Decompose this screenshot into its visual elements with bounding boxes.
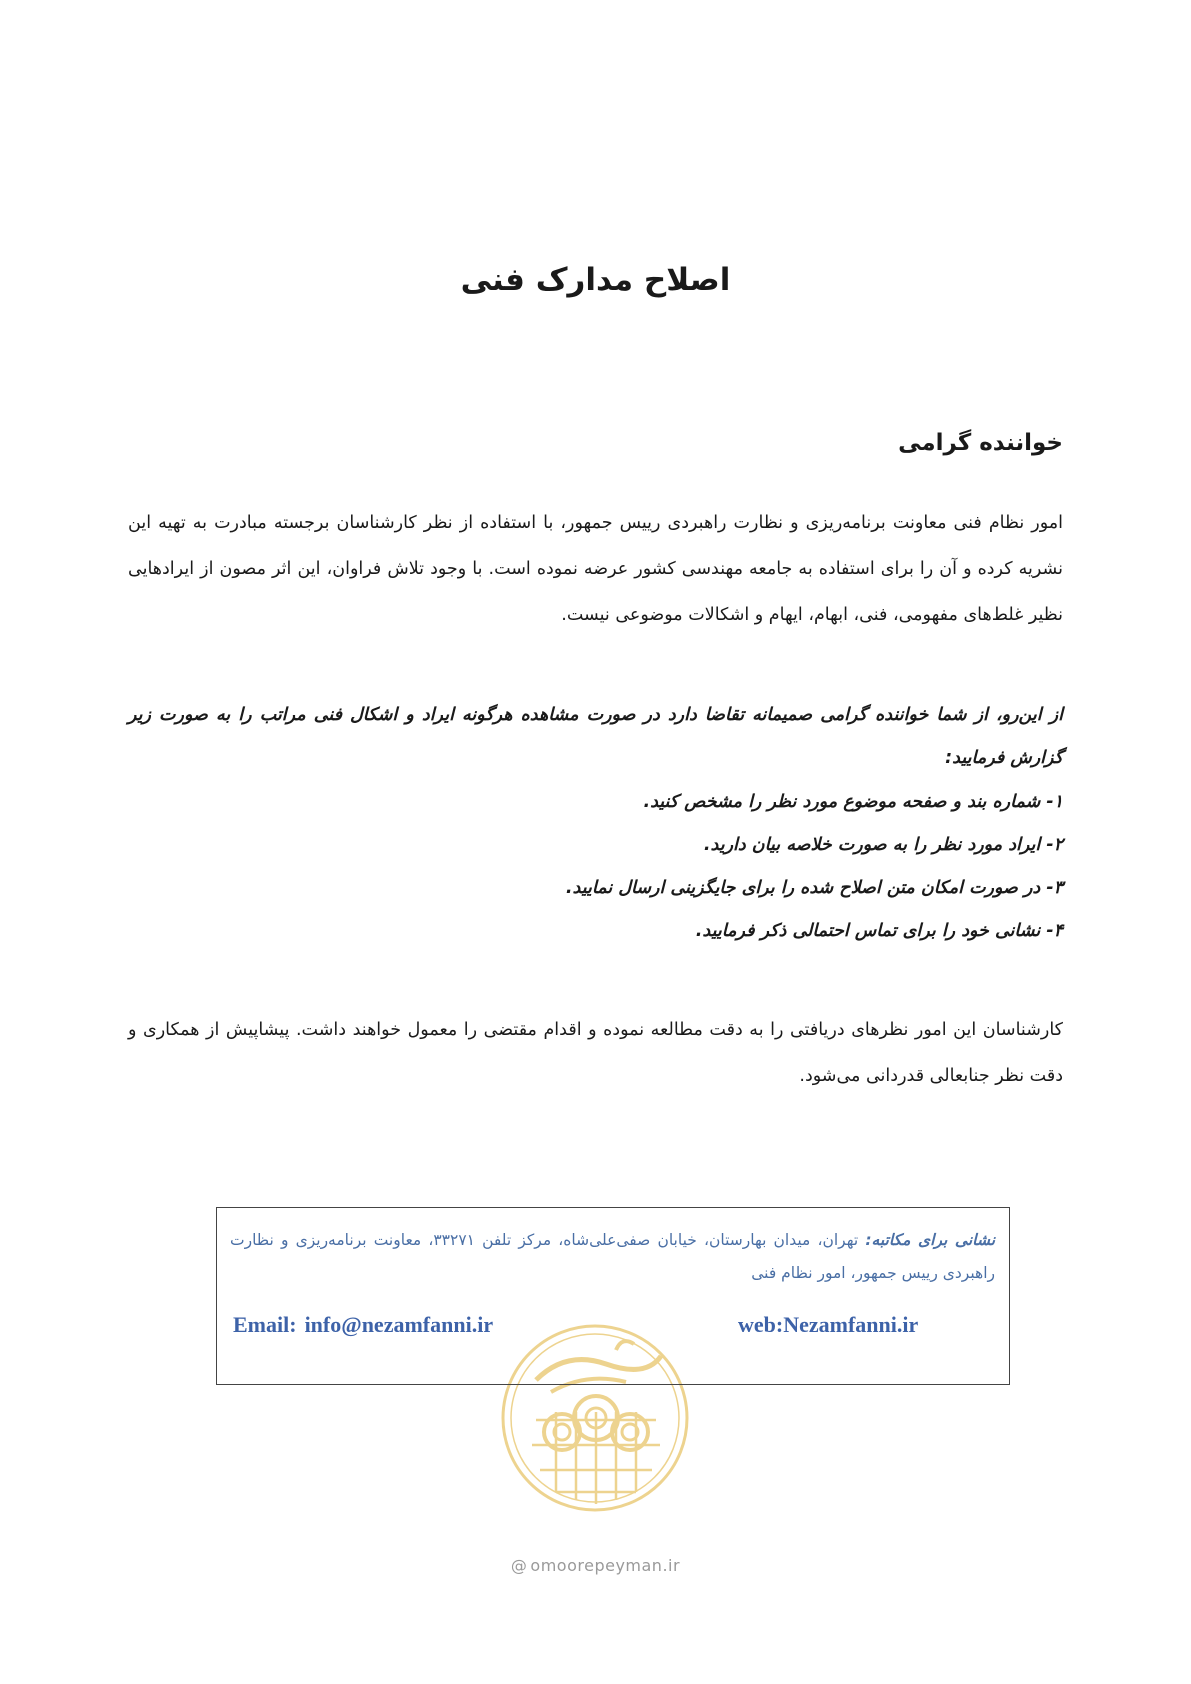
greeting-heading: خواننده گرامی [898,430,1063,456]
watermark-site [0,1556,1191,1575]
report-step: ۱- شماره بند و صفحه موضوع مورد نظر را مشخص کنید. [643,792,1063,812]
closing-paragraph: کارشناسان این امور نظرهای دریافتی را به دقت مطالعه نموده و اقدام مقتضی را معمول خواهند داشت. پیشاپیش از همکاری و دقت نظر جنابعالی قدردانی می‌شود. [128,1020,1063,1086]
address-label: نشانی برای مکاتبه: [865,1231,996,1249]
report-step: ۴- نشانی خود را برای تماس احتمالی ذکر فرمایید. [695,921,1063,941]
at-icon: @ [510,1556,528,1575]
email-label: Email: [233,1312,297,1337]
contact-box [216,1207,1010,1385]
postal-address [230,1224,995,1290]
page-title: اصلاح مدارک فنی [460,262,731,298]
address-text: تهران، میدان بهارستان، خیابان صفی‌علی‌شاه، مرکز تلفن ۳۳۲۷۱، معاونت برنامه‌ریزی و نظارت راهبردی رییس جمهور، امور نظام فنی [230,1231,995,1282]
email-contact [233,1312,493,1338]
report-step: ۳- در صورت امکان متن اصلاح شده را برای جایگزینی ارسال نمایید. [565,878,1063,898]
email-link[interactable]: info@nezamfanni.ir [304,1312,494,1337]
website-link[interactable]: web:Nezamfanni.ir [738,1312,919,1337]
watermark-site-text: omoorepeyman.ir [530,1556,681,1575]
intro-paragraph: امور نظام فنی معاونت برنامه‌ریزی و نظارت راهبردی رییس جمهور، با استفاده از نظر کارشناسان برجسته مبادرت به تهیه این نشریه کرده و آن را برای استفاده به جامعه مهندسی کشور عرضه نموده است. با وجود تلاش فراوان، این اثر مصون از ایرادهایی نظیر غلط‌های مفهومی، فنی، ابهام، ایهام و اشکالات موضوعی نیست. [128,513,1063,625]
report-step: ۲- ایراد مورد نظر را به صورت خلاصه بیان دارید. [703,835,1063,855]
request-paragraph: از این‌رو، از شما خواننده گرامی صمیمانه تقاضا دارد در صورت مشاهده هرگونه ایراد و اشکال فنی مراتب را به صورت زیر گزارش فرمایید: [128,705,1063,768]
report-steps-list [128,781,1063,953]
